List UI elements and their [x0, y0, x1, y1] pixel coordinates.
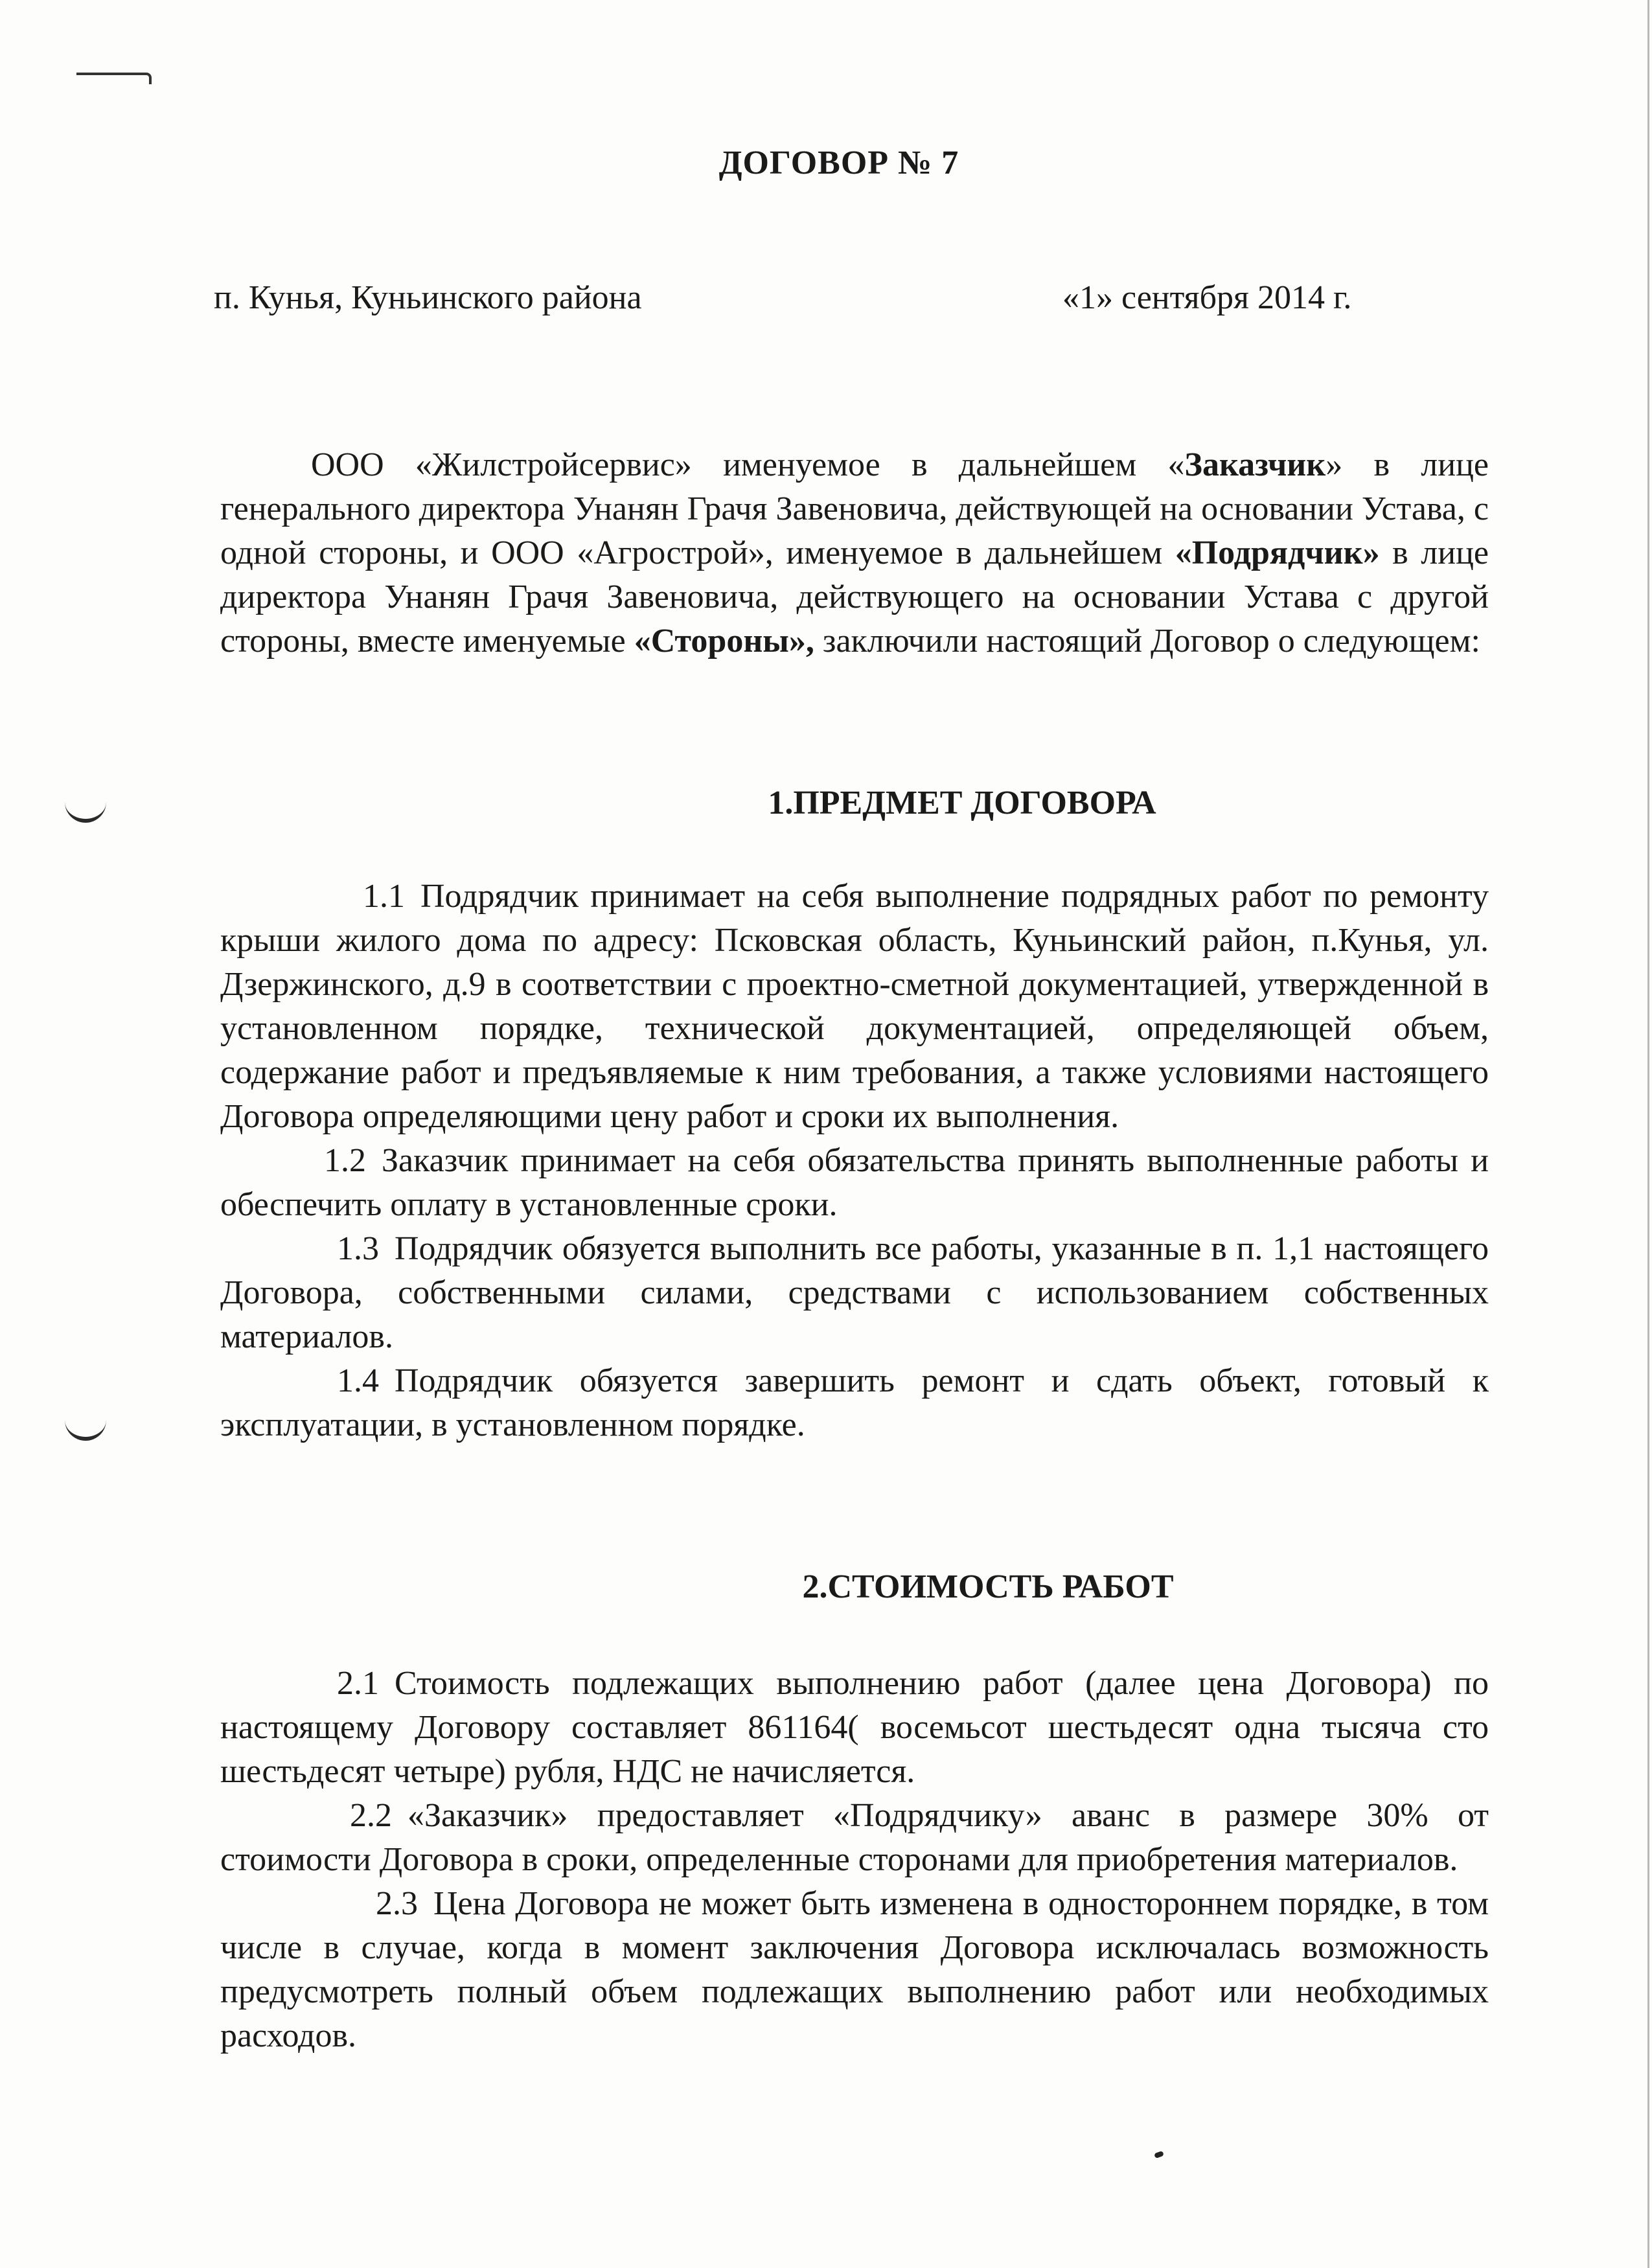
section-1-body: [220, 875, 1489, 1447]
clause-1-4: [220, 1359, 1489, 1447]
clause-number: 1.4: [337, 1362, 379, 1399]
preamble-text: заключили настоящий Договор о следующем:: [814, 623, 1480, 659]
scan-speck: [1154, 2151, 1164, 2159]
section-2-title: 2.СТОИМОСТЬ РАБОТ: [802, 1568, 1174, 1605]
clause-1-2: [220, 1139, 1489, 1227]
clause-number: 1.3: [337, 1230, 379, 1267]
clause-2-1: [220, 1662, 1489, 1794]
punch-hole-mark: [65, 1420, 106, 1441]
clause-text: «Заказчик» предоставляет «Подрядчику» аванс в размере 30% от стоимости Договора в сроки, определенные сторонами для приобретения материалов.: [220, 1797, 1489, 1878]
clause-number: 1.2: [324, 1142, 366, 1179]
clause-text: Подрядчик обязуется завершить ремонт и сдать объект, готовый к эксплуатации, в установленном порядке.: [220, 1362, 1489, 1443]
clause-text: Заказчик принимает на себя обязательства принять выполненные работы и обеспечить оплату в установленные сроки.: [220, 1142, 1489, 1223]
clause-text: Подрядчик принимает на себя выполнение подрядных работ по ремонту крыши жилого дома по адресу: Псковская область, Куньинский район, п.Кунья, ул. Дзержинского, д.9 в соответствии с проектно-сметной документацией, утвержденной в установленном порядке, технической документацией, определяющей объем, содержание работ и предъявляемые к ним требования, а также условиями настоящего Договора определяющими цену работ и сроки их выполнения.: [220, 878, 1489, 1135]
scan-edge-line: [1647, 0, 1649, 2268]
scan-artifact-mark: [76, 73, 152, 84]
contract-date: «1» сентября 2014 г.: [1062, 279, 1352, 316]
document-title: ДОГОВОР № 7: [718, 144, 959, 181]
clause-number: 2.3: [376, 1885, 418, 1922]
clause-text: Цена Договора не может быть изменена в одностороннем порядке, в том числе в случае, когда в момент заключения Договора исключалась возможность предусмотреть полный объем подлежащих выполнению работ или необходимых расходов.: [220, 1885, 1489, 2054]
preamble-text: » в лице генерального директора Унанян Грачя Завеновича, действующей на основании Устава, с одной стороны, и ООО «Агрострой», именуемое в дальнейшем: [220, 446, 1489, 571]
clause-text: Подрядчик обязуется выполнить все работы, указанные в п. 1,1 настоящего Договора, собственными силами, средствами с использованием собственных материалов.: [220, 1230, 1489, 1355]
contractor-term: «Подрядчик»: [1175, 534, 1380, 571]
section-2-body: [220, 1662, 1489, 2058]
clause-1-3: [220, 1227, 1489, 1359]
parties-term: «Стороны»,: [634, 623, 814, 659]
customer-term: Заказчик: [1184, 446, 1326, 483]
contract-place: п. Кунья, Куньинского района: [214, 279, 642, 316]
preamble-text: в лице директора Унанян Грачя Завеновича, действующего на основании Устава с другой стороны, вместе именуемые: [220, 534, 1489, 659]
clause-number: 2.2: [350, 1797, 392, 1834]
clause-2-2: [220, 1794, 1489, 1882]
clause-number: 2.1: [337, 1665, 379, 1702]
preamble-text: ООО «Жилстройсервис» именуемое в дальнейшем «: [311, 446, 1185, 483]
clause-text: Стоимость подлежащих выполнению работ (далее цена Договора) по настоящему Договору составляет 861164( восемьсот шестьдесят одна тысяча сто шестьдесят четыре) рубля, НДС не начисляется.: [220, 1665, 1489, 1790]
clause-2-3: [220, 1882, 1489, 2058]
section-1-title: 1.ПРЕДМЕТ ДОГОВОРА: [768, 785, 1156, 821]
clause-1-1: [220, 875, 1489, 1139]
clause-number: 1.1: [363, 878, 405, 915]
preamble-paragraph: [220, 443, 1489, 663]
